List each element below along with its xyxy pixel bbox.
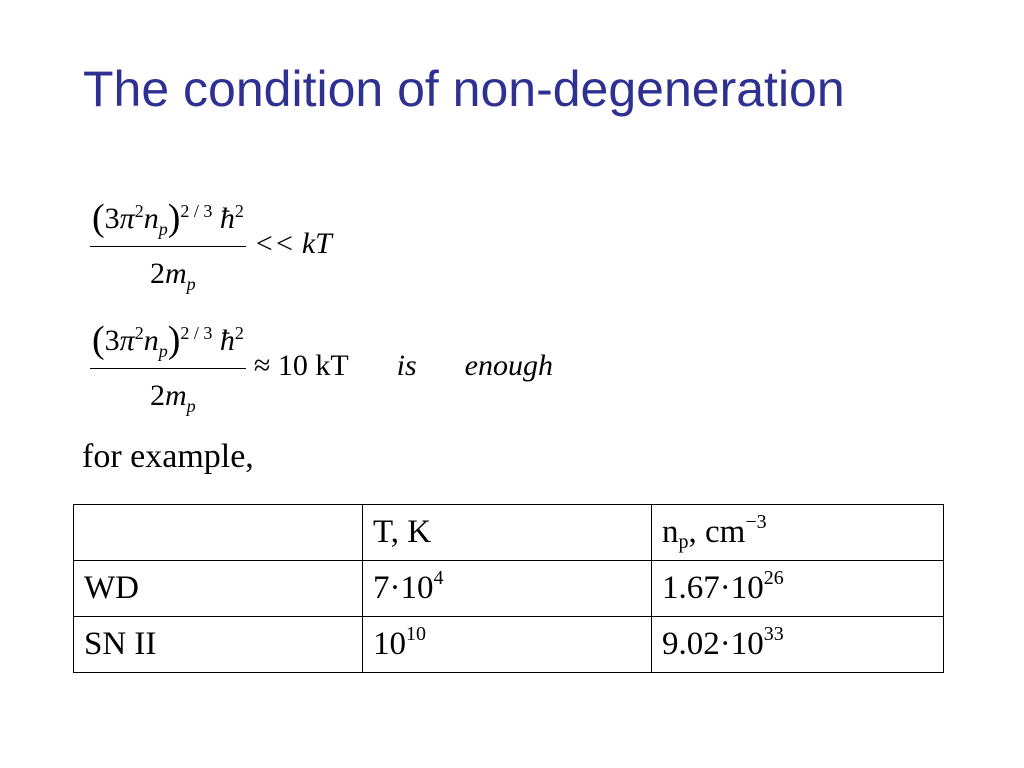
table-header-row (74, 505, 944, 561)
approx-ten-kt: ≈ 10 kT (253, 348, 349, 382)
temperature-cell: $10^{10}$ (363, 617, 652, 673)
word-is: is (396, 348, 417, 382)
table-row (74, 561, 944, 617)
fraction-denominator: $2m_p$ (90, 246, 246, 291)
density-cell: $1.67\cdot 10^{26}$ (652, 561, 944, 617)
word-enough: enough (464, 348, 553, 382)
header-cell-empty (74, 505, 363, 561)
formula-2-rhs (254, 349, 553, 383)
fraction-numerator: $(3\pi^2n_p)^{2 / 3}$ $ħ^2$ (92, 197, 244, 239)
table-row (74, 617, 944, 673)
slide-title: The condition of non-degeneration (83, 61, 845, 117)
density-cell: $9.02\cdot 10^{33}$ (652, 617, 944, 673)
row-label: WD (74, 561, 363, 617)
fraction-numerator: $(3\pi^2n_p)^{2 / 3}$ $ħ^2$ (92, 319, 244, 361)
temperature-cell: $7\cdot 10^4$ (363, 561, 652, 617)
formula-1-rhs: << kT (253, 226, 332, 260)
formula-condition-enough (90, 318, 553, 416)
formula-condition-strict (90, 196, 332, 294)
fraction-denominator: $2m_p$ (90, 368, 246, 413)
header-cell-density: $n_p$, $cm^{-3}$ (652, 505, 944, 561)
for-example-text: for example, (82, 438, 254, 475)
header-cell-temperature: T, K (363, 505, 652, 561)
fermi-energy-fraction (90, 318, 246, 416)
row-label: SN II (74, 617, 363, 673)
fermi-energy-fraction (90, 196, 246, 294)
example-table (73, 504, 944, 673)
